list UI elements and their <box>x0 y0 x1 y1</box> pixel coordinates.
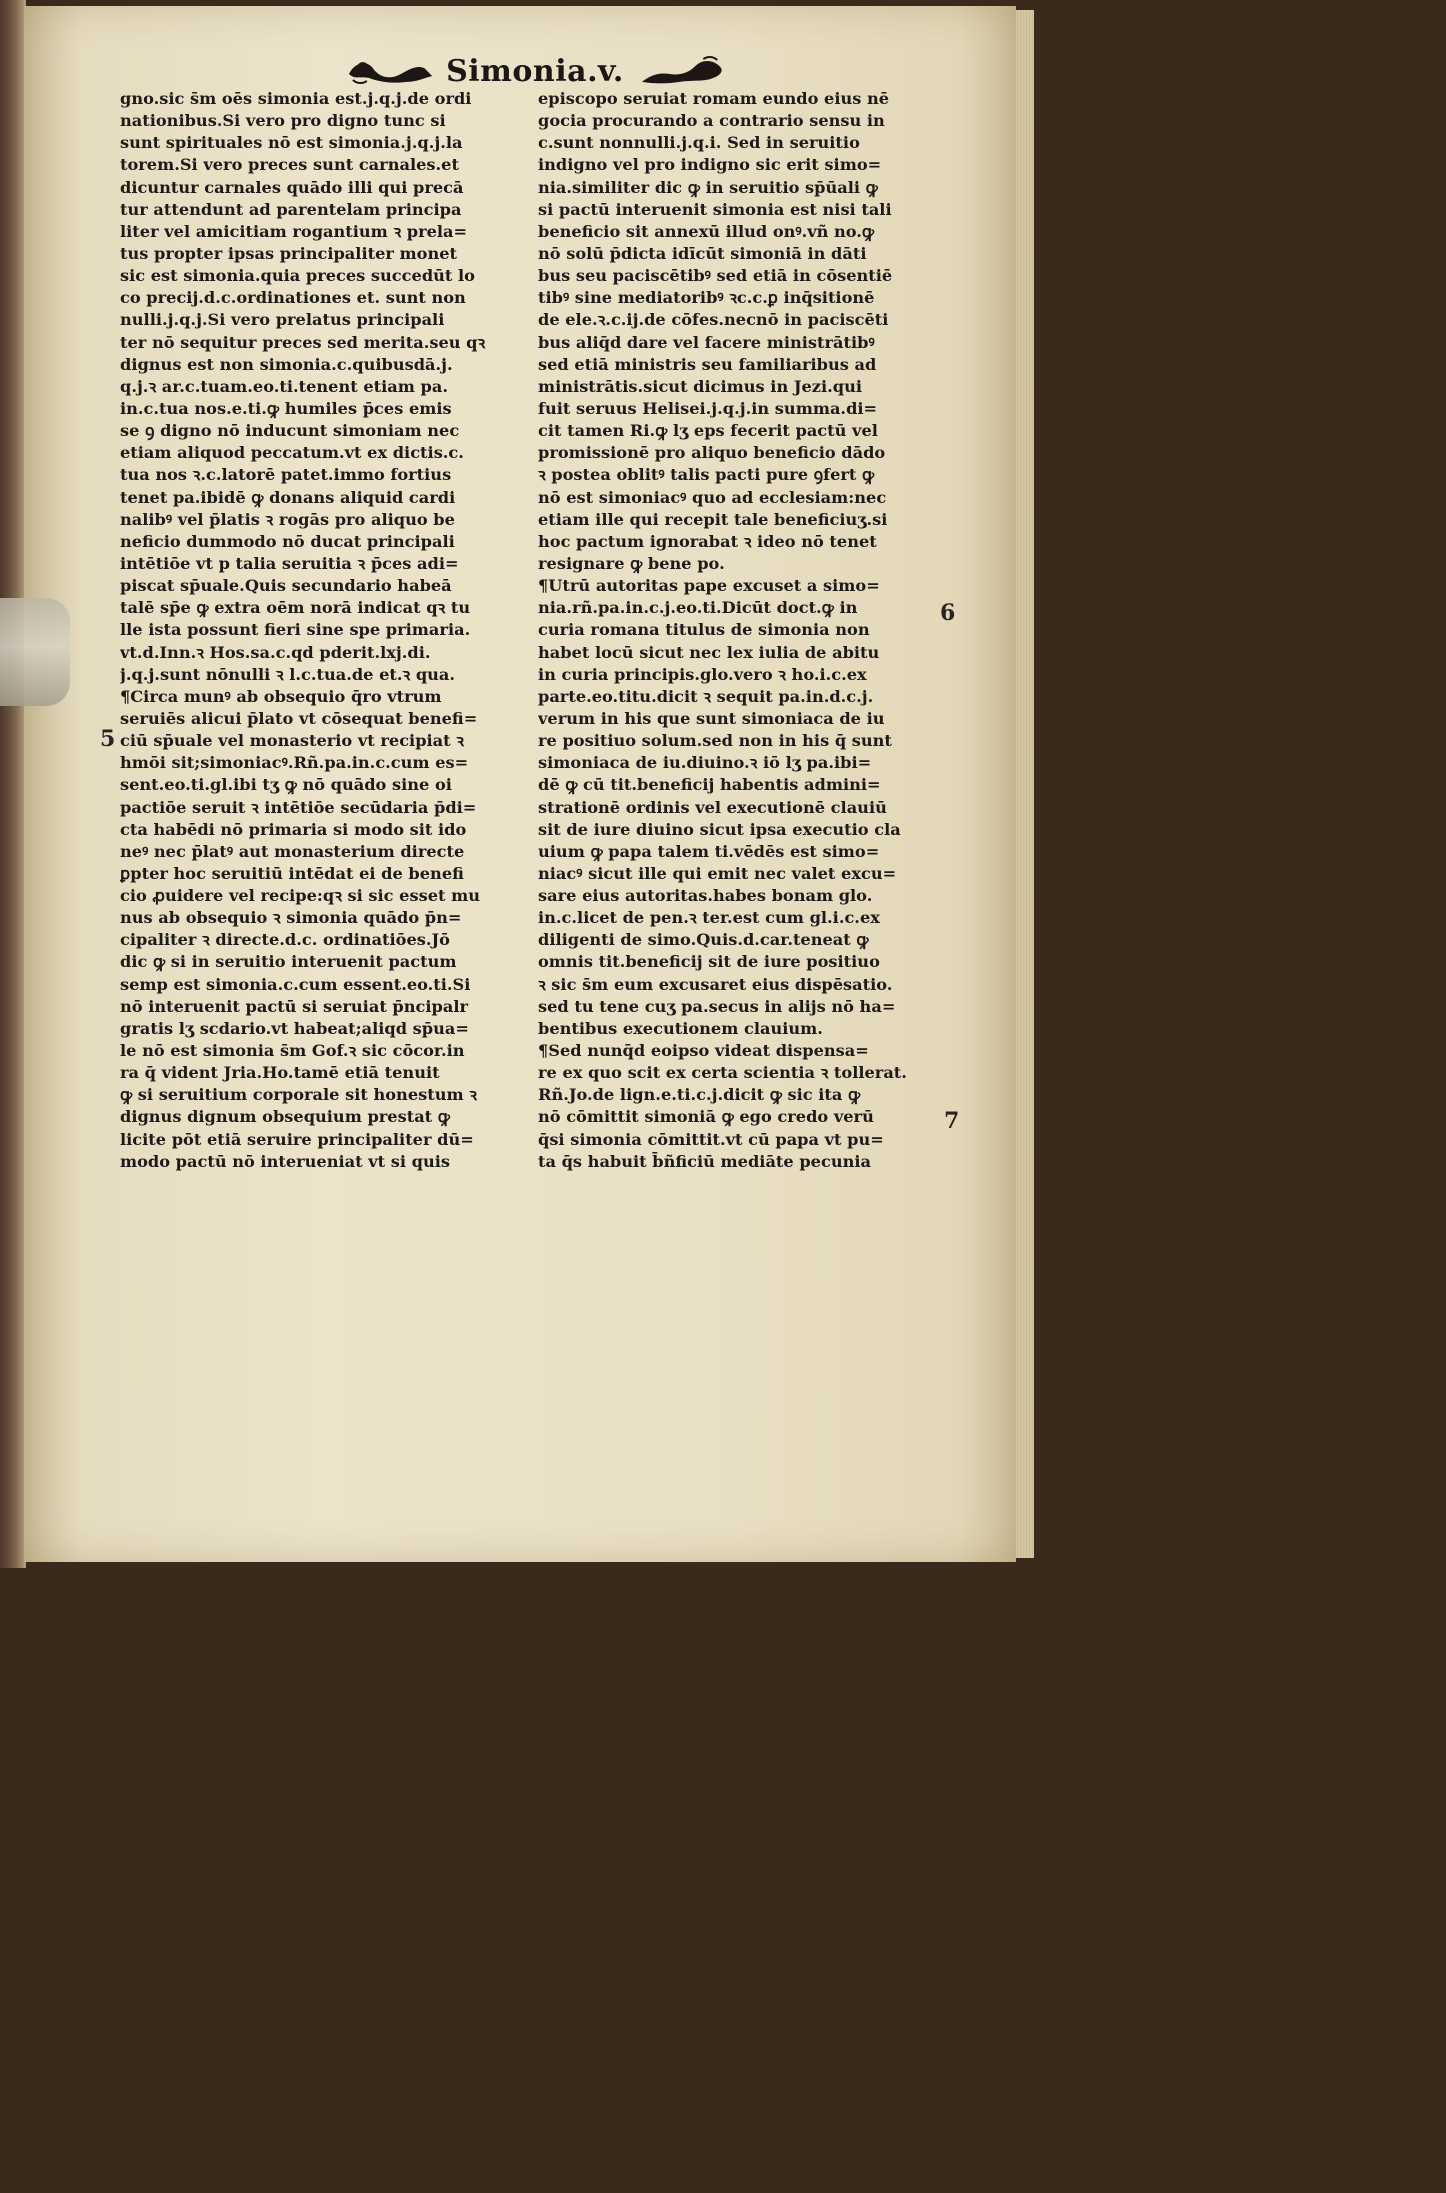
text-line: tus propter ipsas principaliter monet <box>120 243 458 263</box>
page-fore-edge <box>1016 10 1034 1558</box>
text-line: nō solū p̄dicta idīcūt simoniā in dāti <box>538 243 867 263</box>
text-line: liter vel amicitiam rogantium ꝛ prela= <box>120 221 468 241</box>
margin-number-7: 7 <box>944 1108 960 1134</box>
text-line: nationibus.Si vero pro digno tunc si <box>120 111 446 131</box>
text-line: in.c.tua nos.e.ti.ꝙ humiles p̄ces emis <box>120 398 452 418</box>
text-line: sare eius autoritas.habes bonam glo. <box>538 886 873 906</box>
text-line: tur attendunt ad parentelam principa <box>120 199 462 219</box>
text-line: curia romana titulus de simonia non <box>538 620 870 640</box>
text-line: nulli.j.q.j.Si vero prelatus principali <box>120 310 445 330</box>
text-line: c.sunt nonnulli.j.q.i. Sed in seruitio <box>538 133 860 153</box>
text-line: q̄si simonia cōmittit.vt cū papa vt pu= <box>538 1129 884 1149</box>
text-line: sed etiā ministris seu familiaribus ad <box>538 354 877 374</box>
text-line: seruiēs alicui p̄lato vt cōsequat benefi= <box>120 708 478 728</box>
text-line: strationē ordinis vel executionē clauiū <box>538 797 887 817</box>
text-line: tua nos ꝛ.c.latorē patet.immo fortius <box>120 465 452 485</box>
text-line: ¶Circa munꝰ ab obsequio q̄ro vtrum <box>120 686 442 706</box>
text-line: nia.rñ.pa.in.c.j.eo.ti.Dicūt doct.ꝙ in <box>538 598 858 618</box>
text-line: nō cōmittit simoniā ꝙ ego credo verū <box>538 1107 874 1127</box>
text-line: de ele.ꝛ.c.ij.de cōfes.necnō in paciscēti <box>538 310 889 330</box>
text-line: piscat sp̄uale.Quis secundario habeā <box>120 576 452 596</box>
text-line: cipaliter ꝛ directe.d.c. ordinatiōes.Jō <box>120 930 450 950</box>
text-line: diligenti de simo.Quis.d.car.teneat ꝙ <box>538 930 869 950</box>
text-line: se ꝯ digno nō inducunt simoniam nec <box>120 421 460 441</box>
text-line: ¶Sed nunq̄d eoipso videat dispensa= <box>538 1041 869 1061</box>
text-line: hoc pactum ignorabat ꝛ ideo nō tenet <box>538 531 877 551</box>
text-line: ꝑpter hoc seruitiū intēdat ei de benefi <box>120 863 464 883</box>
text-line: talē sp̄e ꝙ extra oēm norā indicat qꝛ tu <box>120 598 471 618</box>
page-clip <box>0 598 70 706</box>
text-line: sic est simonia.quia preces succedūt lo <box>120 266 475 286</box>
text-line: uium ꝙ papa talem ti.vēdēs est simo= <box>538 841 880 861</box>
text-line: gocia procurando a contrario sensu in <box>538 111 885 131</box>
text-line: gratis lʒ scdario.vt habeat;aliqd sp̄ua= <box>120 1018 469 1038</box>
text-line: etiam aliquod peccatum.vt ex dictis.c. <box>120 443 464 463</box>
text-line: in curia principis.glo.vero ꝛ ho.i.c.ex <box>538 664 867 684</box>
text-line: habet locū sicut nec lex iulia de abitu <box>538 642 880 662</box>
text-line: nia.similiter dic ꝙ in seruitio sp̄ūali ꝙ <box>538 177 878 197</box>
text-line: pactiōe seruit ꝛ intētiōe secūdaria p̄di= <box>120 797 477 817</box>
text-line: simoniaca de iu.diuino.ꝛ iō lʒ pa.ibi= <box>538 753 872 773</box>
right-text-column <box>538 88 936 1173</box>
text-line: ꝛ sic s̄m eum excusaret eius dispēsatio. <box>538 974 893 994</box>
text-line: nō interuenit pactū si seruiat p̄ncipalr <box>120 996 469 1016</box>
text-line: tenet pa.ibidē ꝙ donans aliquid cardi <box>120 487 456 507</box>
text-line: re ex quo scit ex certa scientia ꝛ tollerat. <box>538 1063 907 1083</box>
text-line: beneficio sit annexū illud onꝰ.vñ no.ꝙ <box>538 221 875 241</box>
text-line: verum in his que sunt simoniaca de iu <box>538 708 885 728</box>
margin-number-5: 5 <box>100 726 116 752</box>
book-binding <box>0 0 26 1568</box>
text-line: parte.eo.titu.dicit ꝛ sequit pa.in.d.c.j. <box>538 686 874 706</box>
text-line: dē ꝙ cū tit.beneficij habentis admini= <box>538 775 881 795</box>
text-line: ꝙ si seruitium corporale sit honestum ꝛ <box>120 1085 477 1105</box>
text-line: cta habēdi nō primaria si modo sit ido <box>120 819 467 839</box>
text-line: sit de iure diuino sicut ipsa executio cla <box>538 819 901 839</box>
text-line: bentibus executionem clauium. <box>538 1018 823 1038</box>
text-line: modo pactū nō interueniat vt si quis <box>120 1151 451 1171</box>
text-line: ministrātis.sicut dicimus in Jezi.qui <box>538 376 863 396</box>
text-line: torem.Si vero preces sunt carnales.et <box>120 155 459 175</box>
text-line: nō est simoniacꝰ quo ad ecclesiam:nec <box>538 487 887 507</box>
text-line: gno.sic s̄m oēs simonia est.j.q.j.de ordi <box>120 89 472 108</box>
text-line: indigno vel pro indigno sic erit simo= <box>538 155 882 175</box>
text-line: fuit seruus Helisei.j.q.j.in summa.di= <box>538 398 878 418</box>
text-line: sed tu tene cuʒ pa.secus in alijs nō ha= <box>538 996 896 1016</box>
text-line: co precij.d.c.ordinationes et. sunt non <box>120 288 466 308</box>
text-line: nus ab obsequio ꝛ simonia quādo p̄n= <box>120 908 462 928</box>
text-line: ta q̄s habuit b̄ñficiū mediāte pecunia <box>538 1151 871 1171</box>
text-line: j.q.j.sunt nōnulli ꝛ l.c.tua.de et.ꝛ qua. <box>120 664 456 684</box>
margin-number-6: 6 <box>940 600 956 626</box>
text-line: ra q̄ vident Jria.Ho.tamē etiā tenuit <box>120 1063 440 1083</box>
text-line: bus seu paciscētibꝰ sed etiā in cōsentiē <box>538 266 893 286</box>
text-line: lle ista possunt fieri sine spe primaria. <box>120 620 471 640</box>
text-line: ¶Utrū autoritas pape excuset a simo= <box>538 576 880 596</box>
text-line: ꝛ postea oblitꝰ talis pacti pure ꝯfert ꝙ <box>538 465 875 485</box>
text-line: semp est simonia.c.cum essent.eo.ti.Si <box>120 974 471 994</box>
text-line: re positiuo solum.sed non in his q̄ sunt <box>538 731 892 751</box>
left-ornament-icon <box>345 54 436 88</box>
text-line: intētiōe vt p talia seruitia ꝛ p̄ces adi= <box>120 553 459 573</box>
text-line: neꝰ nec p̄latꝰ aut monasterium directe <box>120 841 465 861</box>
text-line: dicuntur carnales quādo illi qui precā <box>120 177 464 197</box>
text-line: si pactū interuenit simonia est nisi tali <box>538 199 892 219</box>
text-line: in.c.licet de pen.ꝛ ter.est cum gl.i.c.ex <box>538 908 880 928</box>
text-line: nalibꝰ vel p̄latis ꝛ rogās pro aliquo be <box>120 509 455 529</box>
left-text-column <box>120 88 530 1173</box>
right-ornament-icon <box>634 54 725 88</box>
text-line: neficio dummodo nō ducat principali <box>120 531 455 551</box>
page-title: Simonia.v. <box>446 53 624 89</box>
text-line: ter nō sequitur preces sed merita.seu qꝛ <box>120 332 486 352</box>
text-line: cio ꝓuidere vel recipe:qꝛ si sic esset mu <box>120 886 481 906</box>
text-line: licite pōt etiā seruire principaliter dū= <box>120 1129 474 1149</box>
text-line: sent.eo.ti.gl.ibi tʒ ꝙ nō quādo sine oi <box>120 775 452 795</box>
text-line: vt.d.Inn.ꝛ Hos.sa.c.qd pderit.lxj.di. <box>120 642 431 662</box>
text-line: etiam ille qui recepit tale beneficiuʒ.si <box>538 509 888 529</box>
text-line: bus aliq̄d dare vel facere ministrātibꝰ <box>538 332 875 352</box>
text-line: tibꝰ sine mediatoribꝰ ꝛc.c.ꝑ inq̄sitionē <box>538 288 875 308</box>
text-line: resignare ꝙ bene po. <box>538 553 725 573</box>
text-line: dic ꝙ si in seruitio interuenit pactum <box>120 952 457 972</box>
text-line: cit tamen Ri.ꝙ lʒ eps fecerit pactū vel <box>538 421 878 441</box>
text-line: episcopo seruiat romam eundo eius nē <box>538 89 890 108</box>
text-line: dignus est non simonia.c.quibusdā.j. <box>120 354 453 374</box>
text-line: niacꝰ sicut ille qui emit nec valet excu= <box>538 863 897 883</box>
text-line: promissionē pro aliquo beneficio dādo <box>538 443 886 463</box>
text-line: hmōi sit;simoniacꝰ.Rñ.pa.in.c.cum es= <box>120 753 469 773</box>
text-line: dignus dignum obsequium prestat ꝙ <box>120 1107 450 1127</box>
text-line: ciū sp̄uale vel monasterio vt recipiat ꝛ <box>120 731 464 751</box>
text-line: omnis tit.beneficij sit de iure positiuo <box>538 952 880 972</box>
text-line: sunt spirituales nō est simonia.j.q.j.la <box>120 133 463 153</box>
text-line: q.j.ꝛ ar.c.tuam.eo.ti.tenent etiam pa. <box>120 376 448 396</box>
text-line: Rñ.Jo.de lign.e.ti.c.j.dicit ꝙ sic ita ꝙ <box>538 1085 861 1105</box>
text-line: le nō est simonia s̄m Gof.ꝛ sic cōcor.in <box>120 1041 465 1061</box>
